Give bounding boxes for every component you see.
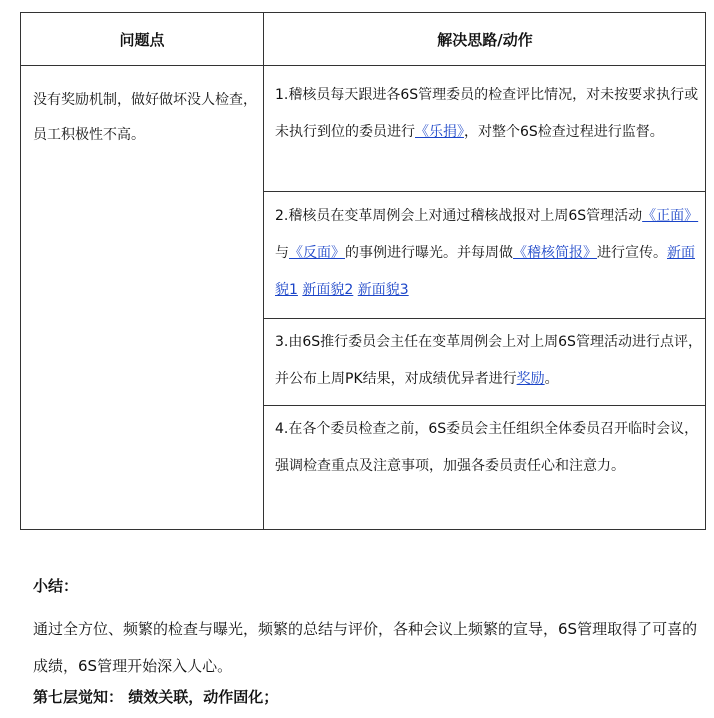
- action-link[interactable]: 《反面》: [289, 245, 345, 261]
- action-link[interactable]: 《乐捐》: [415, 124, 464, 140]
- action-text: 进行宣传。: [597, 245, 667, 261]
- next-section-heading: 第七层觉知： 绩效关联，动作固化；: [33, 688, 279, 706]
- solution-table: [20, 12, 706, 530]
- header-solution: 解决思路/动作: [437, 30, 533, 49]
- action-link[interactable]: 奖励: [516, 371, 545, 387]
- action-4: [275, 411, 705, 485]
- action-text: 。: [544, 371, 559, 387]
- summary-title: 小结：: [33, 577, 79, 595]
- action-2: [275, 198, 705, 309]
- action-text: ，对整个6S检查过程进行监督。: [464, 124, 664, 140]
- action-text: 2.稽核员在变革周例会上对通过稽核战报对上周6S管理活动: [275, 208, 643, 224]
- row-divider-1: [263, 191, 705, 192]
- header-problem: 问题点: [119, 30, 165, 49]
- action-3: [275, 324, 705, 398]
- action-text: 与: [275, 245, 289, 261]
- header-divider: [21, 65, 705, 66]
- action-text: 的事例进行曝光。并每周做: [345, 245, 513, 261]
- problem-text: 没有奖励机制，做好做坏没人检查，员工积极性不高。: [33, 92, 257, 143]
- row-divider-3: [263, 405, 705, 406]
- action-text: 1.稽核员每天跟进各6S管理委员的检查评比情况，对未按要求执行或未执行到位的委员进行: [275, 87, 699, 140]
- action-link[interactable]: 新面貌2: [302, 282, 354, 298]
- summary-paragraph: 通过全方位、频繁的检查与曝光，频繁的总结与评价，各种会议上频繁的宣导，6S管理取得了可喜的成绩，6S管理开始深入人心。: [33, 620, 698, 675]
- action-link[interactable]: 《稽核简报》: [513, 245, 597, 261]
- action-link[interactable]: 《正面》: [642, 208, 699, 224]
- action-text: 3.由6S推行委员会主任在变革周例会上对上周6S管理活动进行点评，并公布上周PK结果，对成绩优异者进行: [275, 334, 702, 387]
- row-divider-2: [263, 318, 705, 319]
- action-link[interactable]: 新面貌1: [275, 245, 695, 298]
- action-text: 4.在各个委员检查之前，6S委员会主任组织全体委员召开临时会议，强调检查重点及注意事项，加强各委员责任心和注意力。: [275, 421, 699, 474]
- action-1: [275, 77, 705, 151]
- action-link[interactable]: 新面貌3: [357, 282, 409, 298]
- column-divider: [263, 13, 264, 529]
